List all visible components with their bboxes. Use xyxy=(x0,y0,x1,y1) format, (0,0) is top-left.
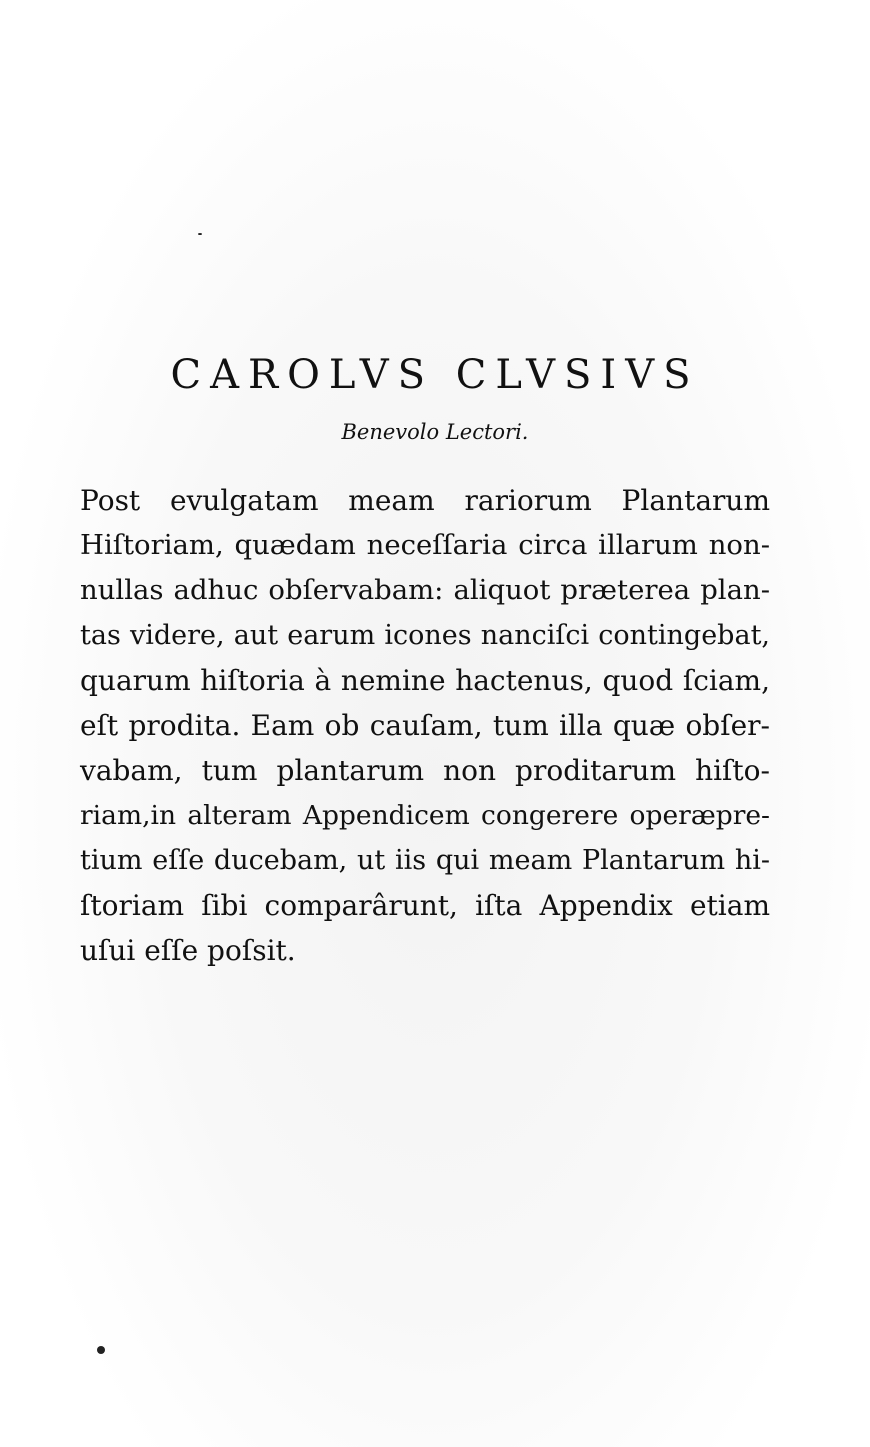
dedication-subheading: Benevolo Lectori. xyxy=(341,420,529,444)
text-line: ſtoriam ſibi comparârunt, iſta Appendix etiam xyxy=(80,889,770,922)
text-line: riam,in alteram Appendicem congerere operæpre- xyxy=(80,800,770,831)
text-line: Post evulgatam meam rariorum Plantarum xyxy=(80,484,770,517)
text-line: nullas adhuc obſervabam: aliquot præterea plan- xyxy=(80,574,770,606)
body-paragraph xyxy=(80,478,770,973)
text-line: uſui eſſe poſsit. xyxy=(80,934,296,967)
ink-speck xyxy=(97,1346,105,1354)
page-heading: CAROLVS CLVSIVS xyxy=(170,352,700,398)
text-line: Hiſtoriam, quædam neceſſaria circa illarum non- xyxy=(80,529,770,561)
text-line: tium eſſe ducebam, ut iis qui meam Plantarum hi- xyxy=(80,845,770,876)
text-line: vabam, tum plantarum non proditarum hiſto- xyxy=(80,754,770,787)
ink-speck xyxy=(198,233,202,235)
text-line: tas videre, aut earum icones nanciſci contingebat, xyxy=(80,620,770,651)
text-line: quarum hiſtoria à nemine hactenus, quod ſciam, xyxy=(80,664,770,697)
text-line: eſt prodita. Eam ob cauſam, tum illa quæ obſer- xyxy=(80,709,770,742)
